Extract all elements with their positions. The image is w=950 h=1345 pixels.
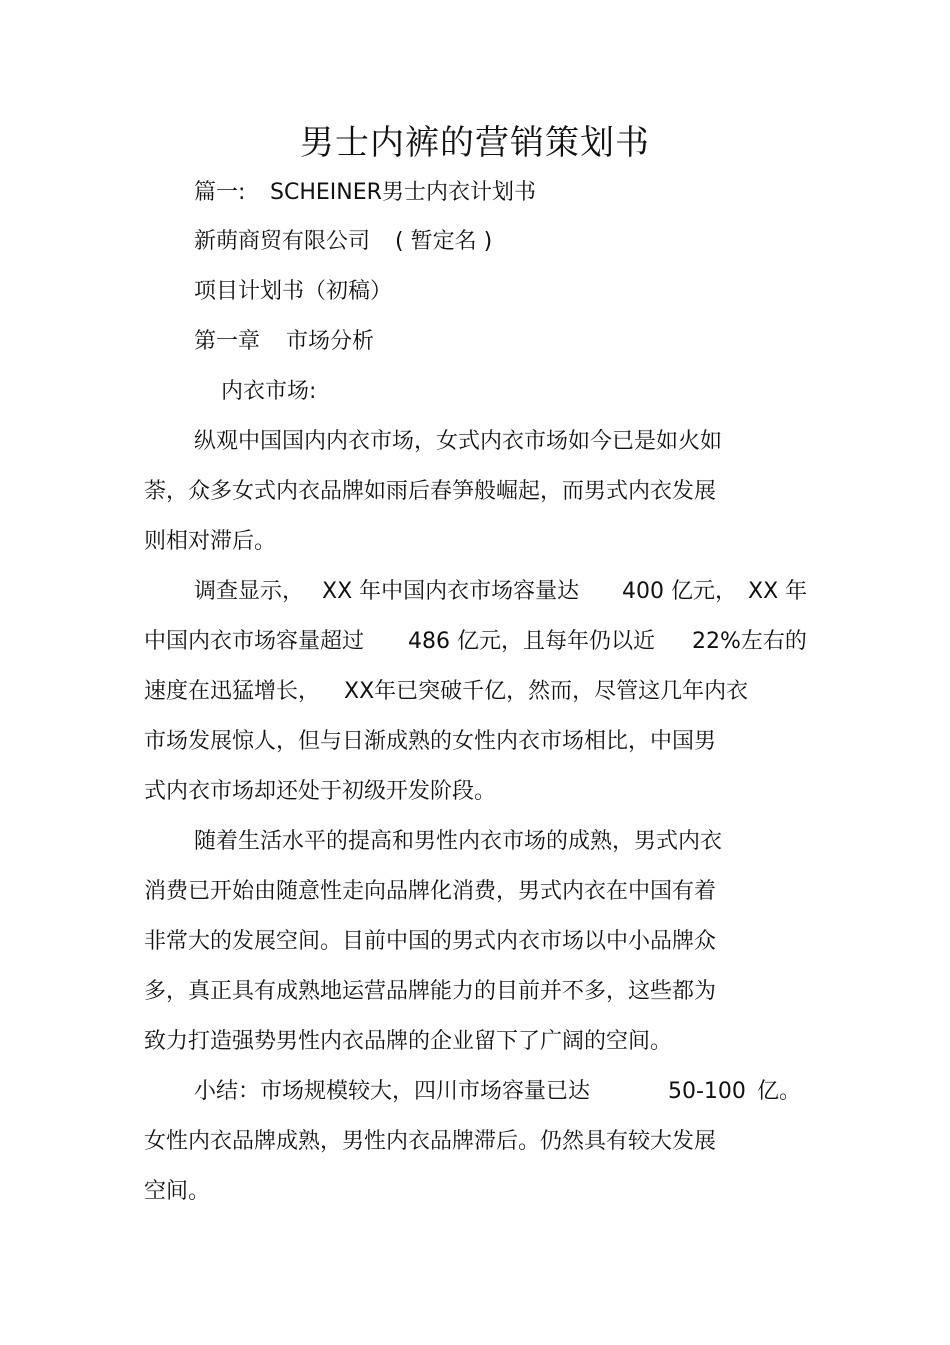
paragraph-2-line-4: 市场发展惊人，但与日渐成熟的女性内衣市场相比，中国男: [144, 729, 717, 754]
p2-l2-a: 中国内衣市场容量超过: [144, 629, 365, 654]
p2-l1-a: 调查显示，: [194, 579, 305, 604]
part-label: 篇一:: [194, 180, 246, 205]
paragraph-4-line-2: 女性内衣品牌成熟，男性内衣品牌滞后。仍然具有较大发展: [144, 1129, 717, 1154]
p2-l1-c: 400 亿元，: [622, 579, 737, 604]
paragraph-1-line-3: 则相对滞后。: [144, 529, 277, 554]
chapter-title: 市场分析: [286, 329, 375, 354]
paragraph-3-line-5: 致力打造强势男性内衣品牌的企业留下了广阔的空间。: [144, 1029, 673, 1054]
p4-l1-b: 50-100: [668, 1079, 746, 1104]
p2-l2-b: 486 亿元，且每年仍以近: [408, 629, 655, 654]
p2-l3-b: XX年已突破千亿，然而，尽管这几年内衣: [344, 679, 749, 704]
paragraph-4-line-3: 空间。: [144, 1179, 211, 1204]
p2-l2-c: 22%左右的: [692, 629, 807, 654]
paragraph-1-line-2: 荼，众多女式内衣品牌如雨后春笋般崛起，而男式内衣发展: [144, 479, 717, 504]
p4-l1-a: 小结：市场规模较大，四川市场容量已达: [194, 1079, 591, 1104]
paragraph-3-line-4: 多，真正具有成熟地运营品牌能力的目前并不多，这些都为: [144, 979, 717, 1004]
p2-l1-b: XX 年中国内衣市场容量达: [322, 579, 580, 604]
company-name: 新萌商贸有限公司: [194, 229, 371, 254]
company-note: ( 暂定名 ): [395, 229, 493, 254]
paragraph-3-line-1: 随着生活水平的提高和男性内衣市场的成熟，男式内衣: [194, 829, 723, 854]
part-brand: SCHEINER: [270, 180, 382, 205]
section-heading: 内衣市场:: [221, 379, 317, 404]
paragraph-3-line-3: 非常大的发展空间。目前中国的男式内衣市场以中小品牌众: [144, 929, 717, 954]
paragraph-1-line-1: 纵观中国国内内衣市场，女式内衣市场如今已是如火如: [194, 429, 723, 454]
p2-l3-a: 速度在迅猛增长，: [144, 679, 321, 704]
chapter-number: 第一章: [194, 329, 261, 354]
p2-l1-d: XX 年: [748, 579, 808, 604]
p4-l1-c: 亿。: [757, 1079, 802, 1104]
document-title: 男士内裤的营销策划书: [300, 123, 650, 163]
plan-line: 项目计划书（初稿）: [194, 279, 393, 304]
paragraph-2-line-5: 式内衣市场却还处于初级开发阶段。: [144, 779, 497, 804]
paragraph-3-line-2: 消费已开始由随意性走向品牌化消费，男式内衣在中国有着: [144, 879, 717, 904]
part-rest: 男士内衣计划书: [382, 180, 537, 205]
